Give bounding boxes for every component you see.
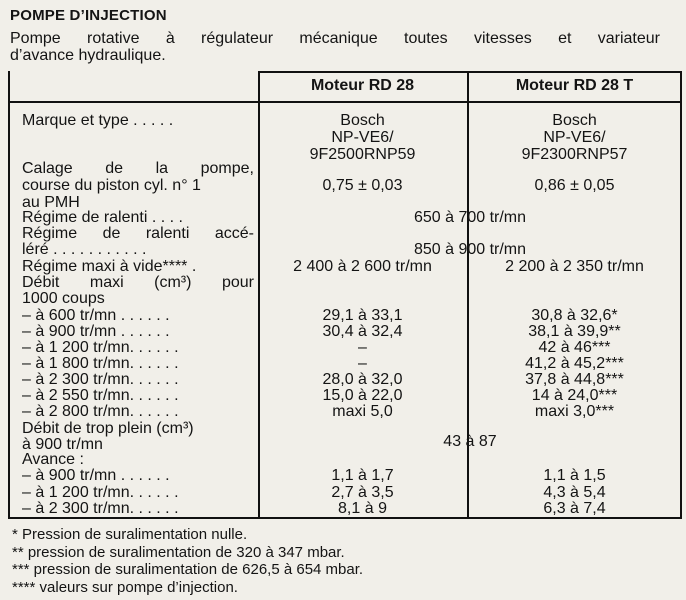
row-label: au PMH [22,194,80,211]
cell-value: 2,7 à 3,5 [331,484,394,501]
column-header-rd28t: Moteur RD 28 T [515,77,634,94]
row-label: léré . . . . . . . . . . . [22,241,147,258]
row-label: – à 900 tr/mn . . . . . . [22,323,170,340]
cell-value: – [358,355,367,372]
cell-value: 8,1 à 9 [338,500,387,517]
cell-value: 2 400 à 2 600 tr/mn [293,258,432,275]
cell-value: – [358,339,367,356]
row-label: – à 1 800 tr/mn. . . . . . [22,355,179,372]
row-label: – à 1 200 tr/mn. . . . . . [22,339,179,356]
intro-line: d’avance hydraulique. [10,47,166,64]
cell-value: 42 à 46*** [538,339,611,356]
cell-value: 6,3 à 7,4 [543,500,606,517]
header-bottom-border [10,101,680,103]
cell-value: 14 à 24,0*** [531,387,618,404]
cell-value: 41,2 à 45,2*** [525,355,624,372]
row-label: course du piston cyl. n° 1 [22,177,201,194]
page-title: POMPE D’INJECTION [10,7,167,24]
injection-pump-table [8,71,682,519]
cell-value: 850 à 900 tr/mn [413,241,527,258]
row-label: Calage de la pompe, [22,160,254,177]
row-label: Débit de trop plein (cm³) [22,420,194,437]
intro-paragraph [10,30,670,64]
cell-value: 9F2500RNP59 [309,146,416,163]
row-label: – à 600 tr/mn . . . . . . [22,307,170,324]
footnote: ** pression de suralimentation de 320 à 347 mbar. [12,543,345,561]
cell-value: NP-VE6/ [331,129,394,146]
cell-value: maxi 5,0 [332,403,393,420]
row-label: – à 1 200 tr/mn. . . . . . [22,484,179,501]
cell-value: 28,0 à 32,0 [322,371,403,388]
row-label: – à 2 800 tr/mn. . . . . . [22,403,179,420]
footnote: **** valeurs sur pompe d’injection. [12,578,238,596]
footnotes [12,526,363,596]
cell-value: Bosch [340,112,385,129]
row-label: à 900 tr/mn [22,436,103,453]
cell-value: 43 à 87 [443,433,497,450]
row-label: 1000 coups [22,290,105,307]
row-label: Régime de ralenti . . . . [22,209,183,226]
cell-value: NP-VE6/ [543,129,606,146]
cell-value: 38,1 à 39,9** [528,323,621,340]
cell-value: 4,3 à 5,4 [543,484,606,501]
cell-value: 30,4 à 32,4 [322,323,403,340]
header-top-border [258,71,682,73]
cell-value: 0,86 ± 0,05 [534,177,615,194]
intro-line: Pompe rotative à régulateur mécanique toutes vitesses et variateur [10,30,660,47]
row-label: Régime de ralenti accé- [22,225,254,242]
cell-value: 37,8 à 44,8*** [525,371,624,388]
row-label: Marque et type . . . . . [22,112,174,129]
row-label: – à 2 300 tr/mn. . . . . . [22,371,179,388]
cell-value: 1,1 à 1,5 [543,467,606,484]
row-label: – à 2 300 tr/mn. . . . . . [22,500,179,517]
cell-value: 0,75 ± 0,03 [322,177,403,194]
cell-value: 9F2300RNP57 [521,146,628,163]
cell-value: 30,8 à 32,6* [531,307,618,324]
row-label: Régime maxi à vide**** . [22,258,197,275]
cell-value: maxi 3,0*** [534,403,615,420]
footnote: * Pression de suralimentation nulle. [12,526,248,543]
cell-value: 2 200 à 2 350 tr/mn [505,258,644,275]
footnote: *** pression de suralimentation de 626,5 à 654 mbar. [12,561,364,578]
row-label: – à 900 tr/mn . . . . . . [22,467,170,484]
column-header-rd28: Moteur RD 28 [310,77,415,94]
cell-value: 15,0 à 22,0 [322,387,403,404]
row-label: Avance : [22,451,84,468]
cell-value: 1,1 à 1,7 [331,467,394,484]
row-label: – à 2 550 tr/mn. . . . . . [22,387,179,404]
cell-value: 29,1 à 33,1 [322,307,403,324]
row-label: Débit maxi (cm³) pour [22,274,254,291]
cell-value: Bosch [552,112,597,129]
cell-value: 650 à 700 tr/mn [413,209,527,226]
